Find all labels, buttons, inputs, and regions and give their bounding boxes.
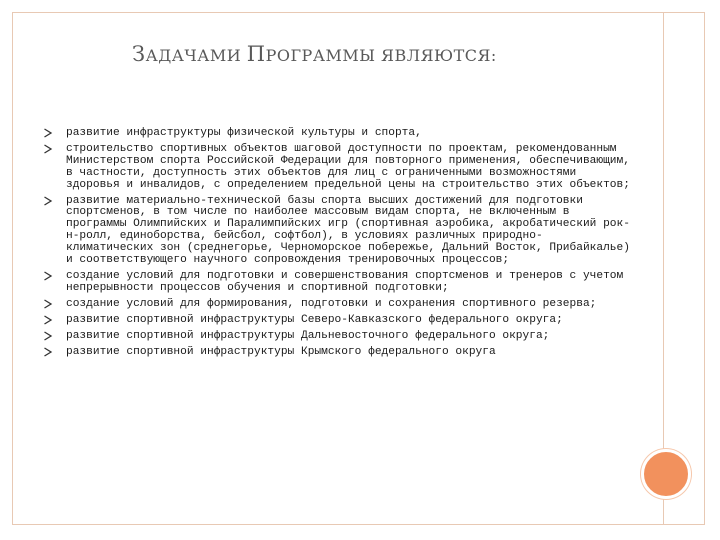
decorative-circle bbox=[641, 449, 691, 499]
task-list bbox=[42, 128, 632, 362]
chevron-right-icon bbox=[43, 196, 53, 206]
chevron-right-icon bbox=[43, 128, 53, 138]
list-item bbox=[42, 196, 632, 267]
list-item bbox=[42, 271, 632, 295]
chevron-right-icon bbox=[43, 315, 53, 325]
list-item-text: развитие спортивной инфраструктуры Крымского федерального округа bbox=[66, 345, 496, 358]
title-rest-1: АДАЧАМИ bbox=[145, 46, 247, 65]
title-cap-1: З bbox=[132, 42, 146, 66]
slide-title bbox=[132, 42, 497, 66]
chevron-right-icon bbox=[43, 271, 53, 281]
list-item bbox=[42, 347, 632, 359]
title-cap-2: П bbox=[246, 42, 266, 66]
list-item-text: создание условий для подготовки и совершенствования спортсменов и тренеров с учетом непрерывности процессов обучения и спортивной подготовки; bbox=[66, 269, 624, 294]
list-item bbox=[42, 128, 632, 140]
list-item bbox=[42, 299, 632, 311]
chevron-right-icon bbox=[43, 331, 53, 341]
chevron-right-icon bbox=[43, 347, 53, 357]
list-item bbox=[42, 144, 632, 192]
list-item-text: развитие спортивной инфраструктуры Северо-Кавказского федерального округа; bbox=[66, 313, 563, 326]
chevron-right-icon bbox=[43, 299, 53, 309]
list-item bbox=[42, 331, 632, 343]
list-item bbox=[42, 315, 632, 327]
list-item-text: развитие спортивной инфраструктуры Дальневосточного федерального округа; bbox=[66, 329, 550, 342]
list-item-text: создание условий для формирования, подготовки и сохранения спортивного резерва; bbox=[66, 297, 597, 310]
list-item-text: развитие материально-технической базы спорта высших достижений для подготовки спортсменов, в том числе по наиболее массовым видам спорта, не включенным в программы Олимпийских и Паралимпийских игр (спортивная аэробика, акробатический рок-н-ролл, единоборства, бейсбол, софтбол), в условиях различных природно- климатических зон (среднегорье, Черноморское побережье, Дальний Восток, Прибайкалье) и соответствующего научного сопровождения тренировочных процессов; bbox=[66, 194, 630, 267]
title-rest-2: РОГРАММЫ ЯВЛЯЮТСЯ: bbox=[265, 46, 497, 65]
chevron-right-icon bbox=[43, 144, 53, 154]
list-item-text: строительство спортивных объектов шаговой доступности по проектам, рекомендованным Министерством спорта Российской Федерации для повторного применения, обеспечивающим, в частности, доступность этих объектов для лиц с ограниченными возможностями здоровья и инвалидов, с определением предельной цены на строительство этих объектов; bbox=[66, 142, 630, 191]
list-item-text: развитие инфраструктуры физической культуры и спорта, bbox=[66, 127, 422, 139]
